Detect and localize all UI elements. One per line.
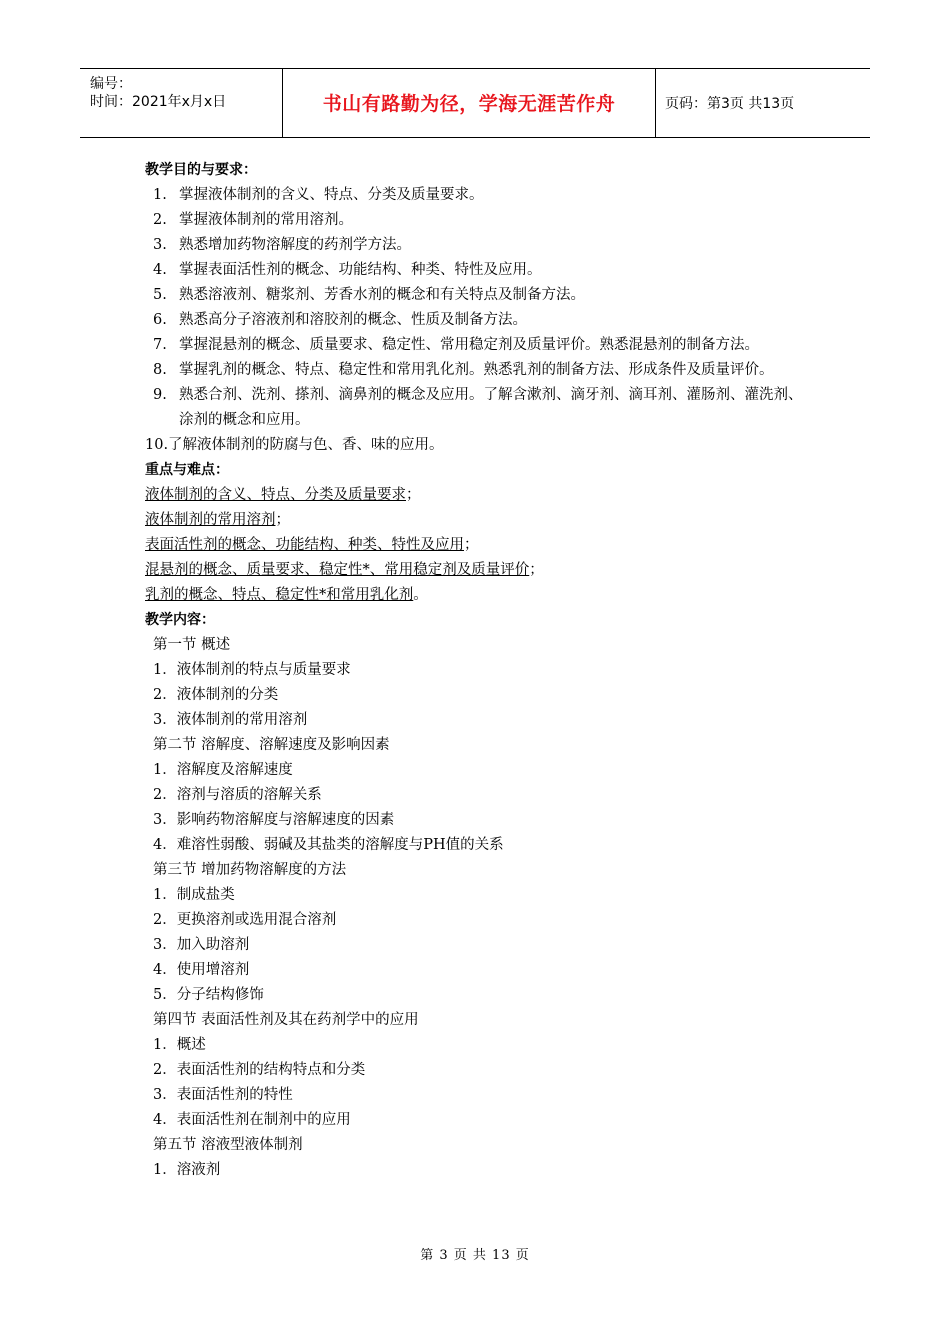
section-item: 1．溶液剂 <box>153 1162 221 1178</box>
section-item: 1．概述 <box>153 1037 206 1053</box>
objective-item <box>145 383 815 433</box>
key-point-punct: ； <box>464 537 479 553</box>
objective-text: 掌握乳剂的概念、特点、稳定性和常用乳化剂。熟悉乳剂的制备方法、形成条件及质量评价。 <box>179 362 774 378</box>
objective-item <box>145 308 815 333</box>
section-title: 第五节 溶液型液体制剂 <box>153 1137 303 1153</box>
objective-text: 掌握混悬剂的概念、质量要求、稳定性、常用稳定剂及质量评价。熟悉混悬剂的制备方法。 <box>179 337 759 353</box>
objective-item <box>145 208 815 233</box>
objective-number: 2. <box>153 212 167 228</box>
header-motto: 书山有路勤为径，学海无涯苦作舟 <box>322 93 616 115</box>
objective-item <box>145 283 815 308</box>
page-footer: 第 3 页 共 13 页 <box>420 1248 530 1263</box>
number-label: 编号： <box>90 76 132 92</box>
key-point-line <box>145 558 815 583</box>
key-point-text: 乳剂的概念、特点、稳定性*和常用乳化剂 <box>145 587 414 603</box>
key-points-heading: 重点与难点： <box>145 462 229 478</box>
section-item: 4．使用增溶剂 <box>153 962 250 978</box>
section-item: 2．更换溶剂或选用混合溶剂 <box>153 912 337 928</box>
objective-number: 8. <box>153 362 167 378</box>
section-item: 3．加入助溶剂 <box>153 937 250 953</box>
section-item: 3．液体制剂的常用溶剂 <box>153 712 308 728</box>
objectives-heading: 教学目的与要求： <box>145 162 257 178</box>
key-point-text: 混悬剂的概念、质量要求、稳定性*、常用稳定剂及质量评价 <box>145 562 530 578</box>
key-point-text: 液体制剂的常用溶剂 <box>145 512 276 528</box>
objective-text: 掌握液体制剂的常用溶剂。 <box>179 212 353 228</box>
objective-item <box>145 333 815 358</box>
section-item: 3．表面活性剂的特性 <box>153 1087 293 1103</box>
key-point-text: 表面活性剂的概念、功能结构、种类、特性及应用 <box>145 537 464 553</box>
objective-number: 6. <box>153 312 167 328</box>
key-point-text: 液体制剂的含义、特点、分类及质量要求 <box>145 487 406 503</box>
objective-item-10: 10.了解液体制剂的防腐与色、香、味的应用。 <box>145 437 444 453</box>
objectives-list <box>145 183 815 433</box>
content-heading: 教学内容： <box>145 612 215 628</box>
section-title: 第四节 表面活性剂及其在药剂学中的应用 <box>153 1012 419 1028</box>
key-point-line <box>145 533 815 558</box>
section-item: 2．溶剂与溶质的溶解关系 <box>153 787 322 803</box>
objective-item <box>145 258 815 283</box>
key-points-list <box>145 483 815 608</box>
section-item: 1．溶解度及溶解速度 <box>153 762 293 778</box>
objective-number: 4. <box>153 262 167 278</box>
objective-item <box>145 358 815 383</box>
objective-number: 3. <box>153 237 167 253</box>
section-item: 1．制成盐类 <box>153 887 235 903</box>
header-divider <box>655 69 656 137</box>
key-point-punct: ； <box>406 487 421 503</box>
section-item: 4．难溶性弱酸、弱碱及其盐类的溶解度与PH值的关系 <box>153 837 504 853</box>
objective-text: 掌握表面活性剂的概念、功能结构、种类、特性及应用。 <box>179 262 542 278</box>
document-body <box>145 158 815 1183</box>
section-item: 3．影响药物溶解度与溶解速度的因素 <box>153 812 395 828</box>
section-item: 2．液体制剂的分类 <box>153 687 279 703</box>
objective-text: 熟悉溶液剂、糖浆剂、芳香水剂的概念和有关特点及制备方法。 <box>179 287 585 303</box>
objective-number: 5. <box>153 287 167 303</box>
objective-number: 9. <box>153 387 167 403</box>
section-item: 1．液体制剂的特点与质量要求 <box>153 662 351 678</box>
objective-number: 1. <box>153 187 167 203</box>
key-point-line <box>145 508 815 533</box>
objective-text: 熟悉合剂、洗剂、搽剂、滴鼻剂的概念及应用。了解含漱剂、滴牙剂、滴耳剂、灌肠剂、灌洗剂、涂剂的概念和应用。 <box>179 387 803 428</box>
content-sections <box>145 633 815 1183</box>
section-item: 5．分子结构修饰 <box>153 987 264 1003</box>
objective-text: 掌握液体制剂的含义、特点、分类及质量要求。 <box>179 187 484 203</box>
section-item: 2．表面活性剂的结构特点和分类 <box>153 1062 366 1078</box>
section-title: 第二节 溶解度、溶解速度及影响因素 <box>153 737 390 753</box>
key-point-punct: ； <box>529 562 544 578</box>
time-label: 时间：2021年x月x日 <box>90 94 227 110</box>
objective-number: 7. <box>153 337 167 353</box>
key-point-line <box>145 583 815 608</box>
section-title: 第一节 概述 <box>153 637 231 653</box>
key-point-punct: 。 <box>413 587 428 603</box>
key-point-line <box>145 483 815 508</box>
section-item: 4．表面活性剂在制剂中的应用 <box>153 1112 351 1128</box>
key-point-punct: ； <box>275 512 290 528</box>
objective-text: 熟悉增加药物溶解度的药剂学方法。 <box>179 237 411 253</box>
header-meta-cell <box>80 69 282 137</box>
page-header <box>80 68 870 138</box>
objective-text: 熟悉高分子溶液剂和溶胶剂的概念、性质及制备方法。 <box>179 312 527 328</box>
header-page-label: 页码：第3页 共13页 <box>665 96 795 112</box>
section-title: 第三节 增加药物溶解度的方法 <box>153 862 347 878</box>
objective-item <box>145 233 815 258</box>
objective-item <box>145 183 815 208</box>
